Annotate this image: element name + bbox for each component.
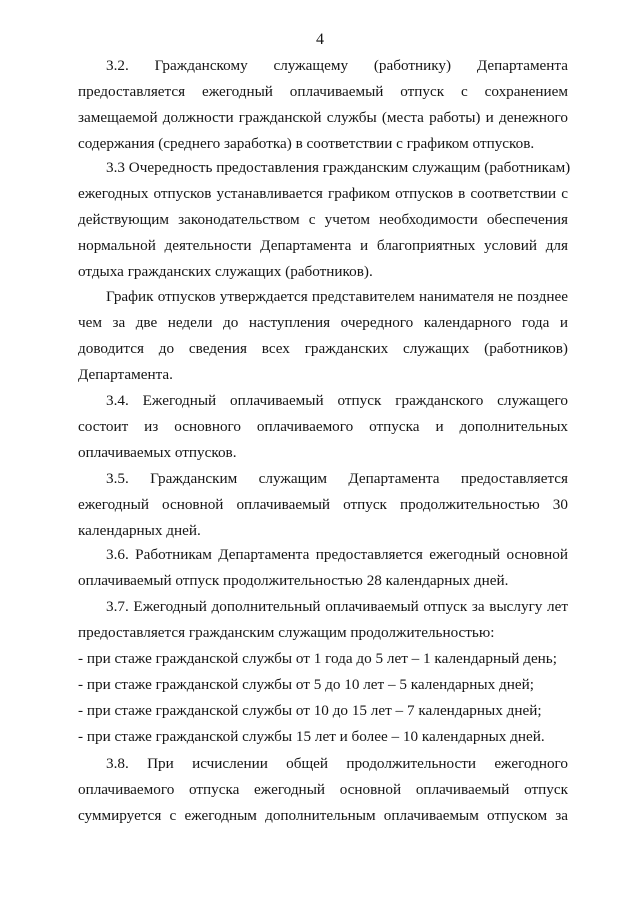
text-line: График отпусков утверждается представителем нанимателя не позднее: [106, 288, 568, 305]
text-line: оплачиваемого отпуска ежегодный основной оплачиваемый отпуск: [78, 781, 568, 798]
text-line: содержания (среднего заработка) в соответствии с графиком отпусков.: [78, 135, 535, 152]
text-line: предоставляется гражданским служащим продолжительностью:: [78, 624, 495, 641]
text-line: ежегодный основной оплачиваемый отпуск продолжительностью 30: [78, 496, 568, 513]
text-line: - при стаже гражданской службы от 10 до 15 лет – 7 календарных дней;: [78, 702, 542, 719]
text-line: предоставляется ежегодный оплачиваемый отпуск с сохранением: [78, 83, 568, 100]
text-line: чем за две недели до наступления очередного календарного года и: [78, 314, 568, 331]
text-line: 3.6. Работникам Департамента предоставляется ежегодный основной: [106, 546, 568, 563]
text-line: отдыха гражданских служащих (работников).: [78, 263, 373, 280]
text-line: календарных дней.: [78, 522, 201, 539]
text-line: оплачиваемых отпусков.: [78, 444, 237, 461]
text-line: состоит из основного оплачиваемого отпуска и дополнительных: [78, 418, 568, 435]
text-line: 3.8. При исчислении общей продолжительности ежегодного: [106, 755, 568, 772]
text-line: 3.2. Гражданскому служащему (работнику) Департамента: [106, 57, 568, 74]
text-line: - при стаже гражданской службы от 1 года до 5 лет – 1 календарный день;: [78, 650, 557, 667]
text-line: - при стаже гражданской службы от 5 до 10 лет – 5 календарных дней;: [78, 676, 534, 693]
text-line: Департамента.: [78, 366, 173, 383]
text-line: 3.3 Очередность предоставления гражданским служащим (работникам): [106, 159, 571, 176]
page-number: 4: [316, 31, 324, 48]
text-line: 3.7. Ежегодный дополнительный оплачиваемый отпуск за выслугу лет: [106, 598, 568, 615]
text-line: замещаемой должности гражданской службы (места работы) и денежного: [78, 109, 568, 126]
text-line: 3.4. Ежегодный оплачиваемый отпуск гражданского служащего: [106, 392, 568, 409]
text-line: - при стаже гражданской службы 15 лет и более – 10 календарных дней.: [78, 728, 545, 745]
text-line: нормальной деятельности Департамента и благоприятных условий для: [78, 237, 568, 254]
text-line: ежегодных отпусков устанавливается графиком отпусков в соответствии с: [78, 185, 568, 202]
text-line: суммируется с ежегодным дополнительным оплачиваемым отпуском за: [78, 807, 568, 824]
text-line: действующим законодательством с учетом необходимости обеспечения: [78, 211, 568, 228]
text-line: 3.5. Гражданским служащим Департамента предоставляется: [106, 470, 568, 487]
text-line: оплачиваемый отпуск продолжительностью 28 календарных дней.: [78, 572, 509, 589]
text-line: доводится до сведения всех гражданских служащих (работников): [78, 340, 568, 357]
